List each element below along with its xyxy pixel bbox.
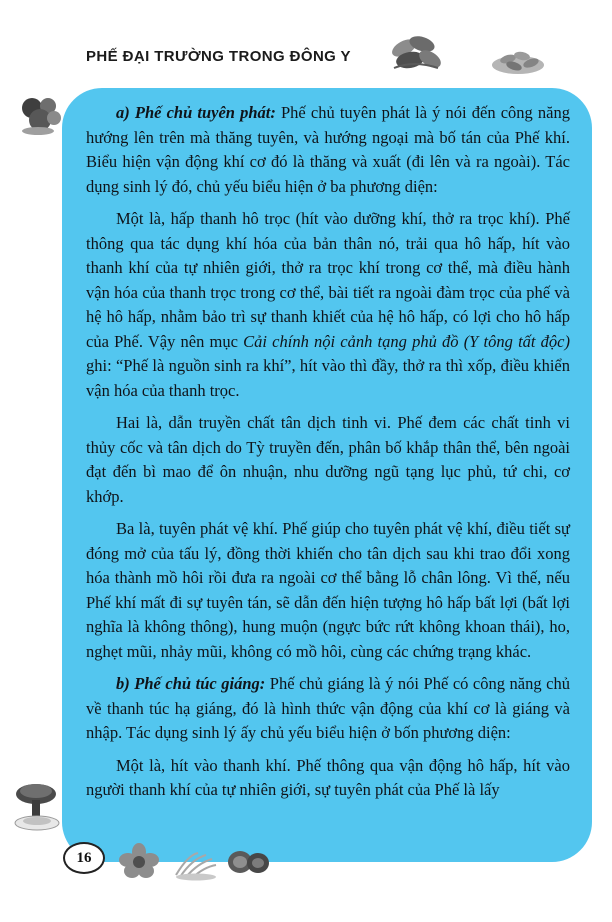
page-number-badge <box>63 842 105 874</box>
shredded-root-image <box>172 847 220 881</box>
paragraph-segment: Phế chủ tuyên phát là ý nói đến công năng hướng lên trên mà thăng tuyên, và hướng ngoại mà bố tán của Phế khí. Biểu hiện vận động khí cơ đó là thăng và xuất (đi lên và ra ngoài). Tác dụng sinh lý đó, chủ yếu biểu hiện ở ba phương diện: <box>86 103 570 196</box>
paragraphs <box>86 101 570 803</box>
paragraph-segment: a) Phế chủ tuyên phát: <box>116 103 276 122</box>
dried-seeds-image <box>490 44 546 76</box>
content-panel <box>62 88 592 862</box>
paragraph-segment: b) Phế chủ túc giáng: <box>116 674 266 693</box>
basil-leaves-image <box>384 32 448 76</box>
paragraph-segment: Hai là, dẫn truyền chất tân dịch tinh vi. Phế đem các chất tinh vi thủy cốc và tân dịch do Tỳ truyền đến, phân bố khắp thân thể, bên ngoài đạt đến bì mao để ôn nhuận, nhu dưỡng ngũ tạng lục phủ, tứ chi, cơ khớp. <box>86 413 570 506</box>
paragraph <box>86 207 570 403</box>
paragraph <box>86 517 570 664</box>
paragraph <box>86 101 570 199</box>
page-header-title: PHẾ ĐẠI TRƯỜNG TRONG ĐÔNG Y <box>86 48 351 65</box>
paragraph <box>86 754 570 803</box>
paragraph-segment: Phế chủ giáng là ý nói Phế có công năng chủ về thanh túc hạ giáng, đó là hình thức vận động của khí cơ là giáng và nhập. Tác dụng sinh lý ấy chủ yếu biểu hiện ở bốn phương diện: <box>86 674 570 742</box>
shell-cluster-image <box>16 94 66 136</box>
paragraph-segment: ghi: “Phế là nguồn sinh ra khí”, hít vào thì đầy, thở ra thì xốp, điều khiển vận hóa của thanh trọc. <box>86 356 570 400</box>
flower-image <box>116 842 162 880</box>
paragraph-segment: Cải chính nội cảnh tạng phủ đồ (Y tông tất độc) <box>243 331 570 351</box>
betel-nuts-image <box>224 844 272 880</box>
paragraph <box>86 411 570 509</box>
paragraph-segment: Một là, hấp thanh hô trọc (hít vào dưỡng khí, thở ra trọc khí). Phế thông qua tác dụng khí hóa của bản thân nó, trải qua hô hấp, hít vào thanh khí của tự nhiên giới, thở ra trọc khí trong cơ thể, mà điều hành vận hóa của thanh trọc trong cơ thể, bài tiết ra ngoài đàm trọc của phế và hệ hô hấp, nhằm bảo trì sự thanh khiết của hệ hô hấp, có lợi cho hô hấp của Phế. Vậy nên mục <box>86 209 570 351</box>
paragraph-segment: Ba là, tuyên phát vệ khí. Phế giúp cho tuyên phát vệ khí, điều tiết sự đóng mở của tấu lý, đồng thời khiến cho tân dịch sau khi trao đổi xong hóa thành mồ hôi rồi đưa ra ngoài cơ thể bằng lỗ chân lông. Vì thế, nếu Phế khí mất đi sự tuyên tán, sẽ dẫn đến hiện tượng hô hấp bất lợi (bất lợi nghĩa là không thông), hung muộn (ngực bức rứt không khoan thái), ho, nghẹt mũi, nhảy mũi, không có mồ hôi, cùng các chứng trạng khác. <box>86 519 570 661</box>
page-number: 16 <box>76 849 92 866</box>
paragraph-segment: Một là, hít vào thanh khí. Phế thông qua vận động hô hấp, hít vào người thanh khí của tự nhiên giới, sự tuyên phát của Phế là lấy <box>86 755 570 799</box>
lingzhi-mushroom-image <box>10 778 64 836</box>
paragraph <box>86 672 570 746</box>
